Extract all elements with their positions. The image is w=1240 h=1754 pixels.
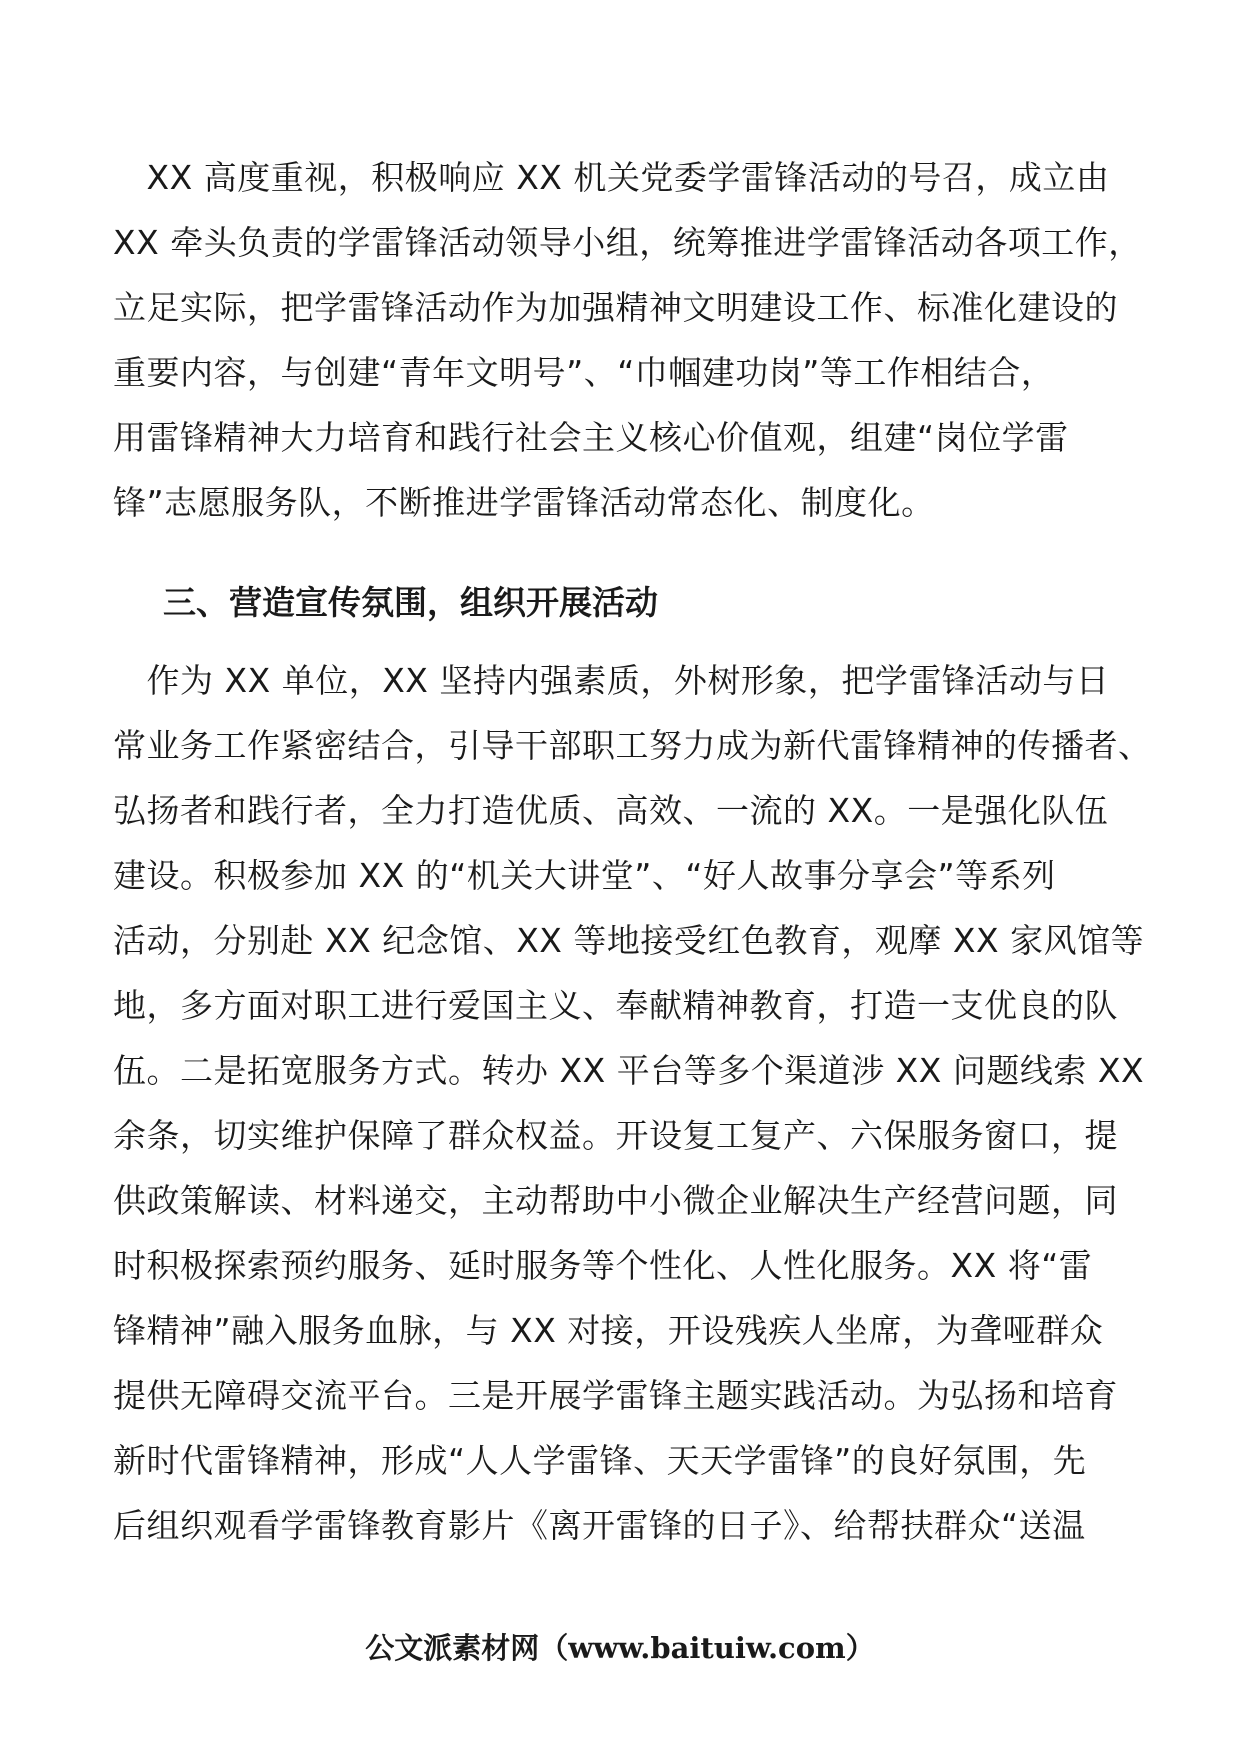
section-heading: 三、营造宣传氛围，组织开展活动 <box>163 583 658 622</box>
paragraph-2 <box>113 648 1152 1558</box>
text-line: XX 高度重视，积极响应 XX 机关党委学雷锋活动的号召，成立由 <box>113 158 1110 197</box>
text-line: 立足实际，把学雷锋活动作为加强精神文明建设工作、标准化建设的 <box>113 288 1118 327</box>
text-line: 时积极探索预约服务、延时服务等个性化、人性化服务。XX 将“雷 <box>113 1246 1093 1285</box>
text-line: 作为 XX 单位，XX 坚持内强素质，外树形象，把学雷锋活动与日 <box>113 661 1110 700</box>
text-line: 伍。二是拓宽服务方式。转办 XX 平台等多个渠道涉 XX 问题线索 XX <box>113 1051 1145 1090</box>
text-line: 余条，切实维护保障了群众权益。开设复工复产、六保服务窗口，提 <box>113 1116 1118 1155</box>
text-line: 用雷锋精神大力培育和践行社会主义核心价值观，组建“岗位学雷 <box>113 418 1069 457</box>
text-line: 锋”志愿服务队，不断推进学雷锋活动常态化、制度化。 <box>113 483 935 522</box>
footer-watermark: 公文派素材网（www.baituiw.com） <box>365 1631 875 1665</box>
text-line: 新时代雷锋精神，形成“人人学雷锋、天天学雷锋”的良好氛围，先 <box>113 1441 1087 1480</box>
text-line: 锋精神”融入服务血脉，与 XX 对接，开设残疾人坐席，为聋哑群众 <box>113 1311 1104 1350</box>
text-line: 提供无障碍交流平台。三是开展学雷锋主题实践活动。为弘扬和培育 <box>113 1376 1118 1415</box>
text-line: 常业务工作紧密结合，引导干部职工努力成为新代雷锋精神的传播者、 <box>113 726 1152 765</box>
text-line: 供政策解读、材料递交，主动帮助中小微企业解决生产经营问题，同 <box>113 1181 1118 1220</box>
text-line: 建设。积极参加 XX 的“机关大讲堂”、“好人故事分享会”等系列 <box>113 856 1056 895</box>
text-line: 弘扬者和践行者，全力打造优质、高效、一流的 XX。一是强化队伍 <box>113 791 1109 830</box>
text-line: 活动，分别赴 XX 纪念馆、XX 等地接受红色教育，观摩 XX 家风馆等 <box>113 921 1145 960</box>
paragraph-1 <box>113 145 1142 535</box>
text-line: 后组织观看学雷锋教育影片《离开雷锋的日子》、给帮扶群众“送温 <box>113 1506 1086 1545</box>
text-line: 重要内容，与创建“青年文明号”、“巾帼建功岗”等工作相结合， <box>113 353 1055 392</box>
text-line: 地，多方面对职工进行爱国主义、奉献精神教育，打造一支优良的队 <box>113 986 1118 1025</box>
text-line: XX 牵头负责的学雷锋活动领导小组，统筹推进学雷锋活动各项工作， <box>113 223 1142 262</box>
